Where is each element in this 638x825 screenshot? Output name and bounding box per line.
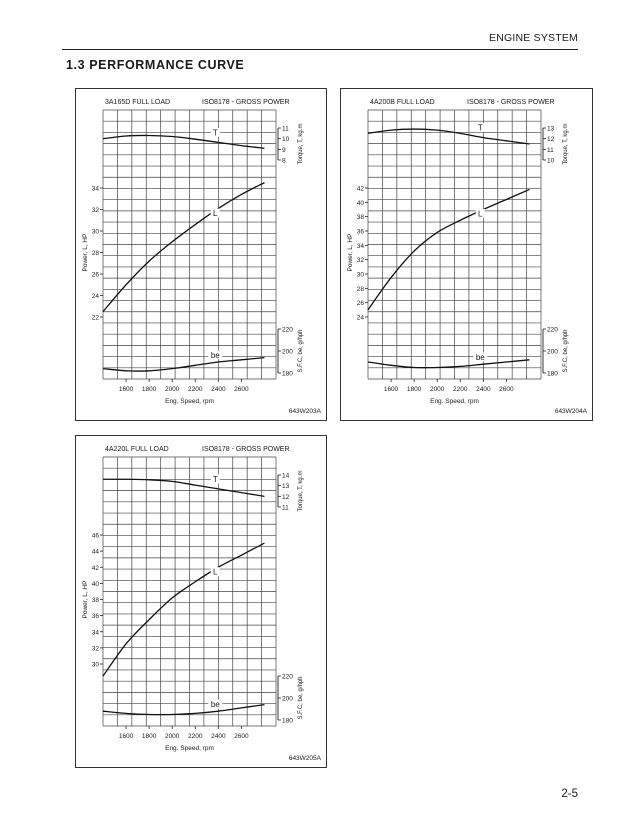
power-tick-label: 34 <box>91 629 99 637</box>
power-tick-label: 36 <box>91 613 99 621</box>
x-tick-label: 2600 <box>234 733 249 740</box>
power-tick-label: 38 <box>91 597 99 604</box>
power-tick-label: 42 <box>91 564 99 572</box>
power-tick-label: 34 <box>91 185 99 193</box>
sfc-axis-label: S.F.C, be, g/hph <box>298 676 304 720</box>
x-axis-label: Eng. Speed, rpm <box>165 745 214 752</box>
x-axis-label: Eng. Speed, rpm <box>430 398 479 405</box>
x-tick-label: 2000 <box>164 733 180 740</box>
curve-label-power: L <box>213 209 218 219</box>
performance-chart-4a220l <box>75 435 327 768</box>
sfc-tick-label: 180 <box>547 370 558 378</box>
power-tick-label: 30 <box>91 661 99 669</box>
torque-tick-label: 14 <box>282 472 290 480</box>
chart-model-label: 4A220L FULL LOAD <box>105 446 169 453</box>
power-tick-label: 46 <box>91 532 99 540</box>
curve-label-power: L <box>213 567 218 577</box>
x-tick-label: 2200 <box>453 386 468 393</box>
x-tick-label: 1600 <box>118 733 134 740</box>
sfc-tick-label: 220 <box>282 326 293 334</box>
curve-label-power: L <box>478 209 483 219</box>
section-label: ENGINE SYSTEM <box>489 32 578 44</box>
power-tick-label: 26 <box>91 271 99 279</box>
power-tick-label: 28 <box>91 250 99 257</box>
power-tick-label: 40 <box>91 580 99 588</box>
x-tick-label: 1800 <box>141 733 157 740</box>
sfc-axis-label: S.F.C, be, g/hph <box>298 329 304 373</box>
power-tick-label: 26 <box>356 300 364 308</box>
power-tick-label: 36 <box>356 228 364 236</box>
performance-chart-3a165d <box>75 88 327 421</box>
curve-label-torque: T <box>212 128 218 138</box>
x-tick-label: 2600 <box>234 386 249 393</box>
x-tick-label: 2200 <box>188 733 203 740</box>
torque-axis-label: Torque, T, kg.m <box>563 123 569 165</box>
x-tick-label: 1600 <box>118 386 134 393</box>
torque-tick-label: 8 <box>282 157 286 165</box>
torque-axis-label: Torque, T, kg.m <box>298 470 304 512</box>
torque-tick-label: 11 <box>282 504 289 512</box>
page-number: 2-5 <box>561 788 578 800</box>
power-tick-label: 24 <box>356 314 364 322</box>
power-axis-label: Power, L, HP <box>82 233 89 272</box>
performance-chart-4a200b <box>340 88 593 421</box>
power-tick-label: 30 <box>91 228 99 236</box>
curve-label-torque: T <box>212 474 218 484</box>
power-tick-label: 42 <box>356 185 364 193</box>
x-tick-label: 1800 <box>141 386 157 393</box>
sfc-tick-label: 200 <box>282 695 293 703</box>
x-tick-label: 1800 <box>406 386 422 393</box>
sfc-tick-label: 200 <box>282 348 293 356</box>
torque-tick-label: 13 <box>547 125 555 133</box>
chart-standard-label: ISO8178 - GROSS POWER <box>467 99 555 106</box>
sfc-tick-label: 220 <box>547 326 558 334</box>
x-tick-label: 2400 <box>211 386 226 393</box>
curve-label-torque: T <box>477 123 483 133</box>
torque-axis-label: Torque, T, kg.m <box>298 123 304 165</box>
power-tick-label: 32 <box>91 207 99 214</box>
sfc-tick-label: 180 <box>282 717 293 725</box>
x-tick-label: 2400 <box>476 386 491 393</box>
curve-label-sfc: be <box>210 699 220 709</box>
chart-standard-label: ISO8178 - GROSS POWER <box>202 99 290 106</box>
chart-model-label: 4A200B FULL LOAD <box>370 99 435 106</box>
power-tick-label: 34 <box>356 242 364 250</box>
torque-tick-label: 13 <box>282 483 290 491</box>
sfc-tick-label: 200 <box>547 348 558 356</box>
power-tick-label: 32 <box>91 645 99 653</box>
power-tick-label: 40 <box>356 199 364 207</box>
x-tick-label: 2000 <box>429 386 445 393</box>
curve-label-sfc: be <box>475 352 485 362</box>
sfc-axis-label: S.F.C, be, g/hph <box>563 329 569 373</box>
figure-code: 643W205A <box>288 755 321 762</box>
power-axis-label: Power, L, HP <box>347 233 354 272</box>
figure-code: 643W204A <box>554 408 587 415</box>
page-heading: 1.3 PERFORMANCE CURVE <box>66 58 245 72</box>
x-tick-label: 2600 <box>499 386 514 393</box>
power-axis-label: Power, L, HP <box>82 580 89 619</box>
torque-tick-label: 10 <box>282 136 290 144</box>
power-tick-label: 32 <box>356 257 364 265</box>
power-tick-label: 30 <box>356 271 364 279</box>
x-tick-label: 2000 <box>164 386 180 393</box>
header-rule <box>62 49 578 50</box>
power-tick-label: 28 <box>356 285 364 293</box>
curve-label-sfc: be <box>210 350 220 360</box>
power-tick-label: 24 <box>91 293 99 300</box>
power-tick-label: 22 <box>91 314 99 322</box>
torque-tick-label: 10 <box>547 157 555 165</box>
torque-tick-label: 11 <box>547 146 554 154</box>
x-tick-label: 2400 <box>211 733 226 740</box>
torque-tick-label: 11 <box>282 125 289 133</box>
figure-code: 643W203A <box>288 408 321 415</box>
x-tick-label: 1600 <box>383 386 399 393</box>
power-tick-label: 38 <box>356 214 364 222</box>
x-axis-label: Eng. Speed, rpm <box>165 398 214 405</box>
sfc-tick-label: 180 <box>282 370 293 378</box>
torque-tick-label: 12 <box>282 493 290 501</box>
x-tick-label: 2200 <box>188 386 203 393</box>
torque-tick-label: 9 <box>282 146 286 154</box>
torque-tick-label: 12 <box>547 136 555 144</box>
chart-standard-label: ISO8178 - GROSS POWER <box>202 446 290 453</box>
power-tick-label: 44 <box>91 548 99 556</box>
sfc-tick-label: 220 <box>282 673 293 681</box>
chart-model-label: 3A165D FULL LOAD <box>105 99 171 106</box>
